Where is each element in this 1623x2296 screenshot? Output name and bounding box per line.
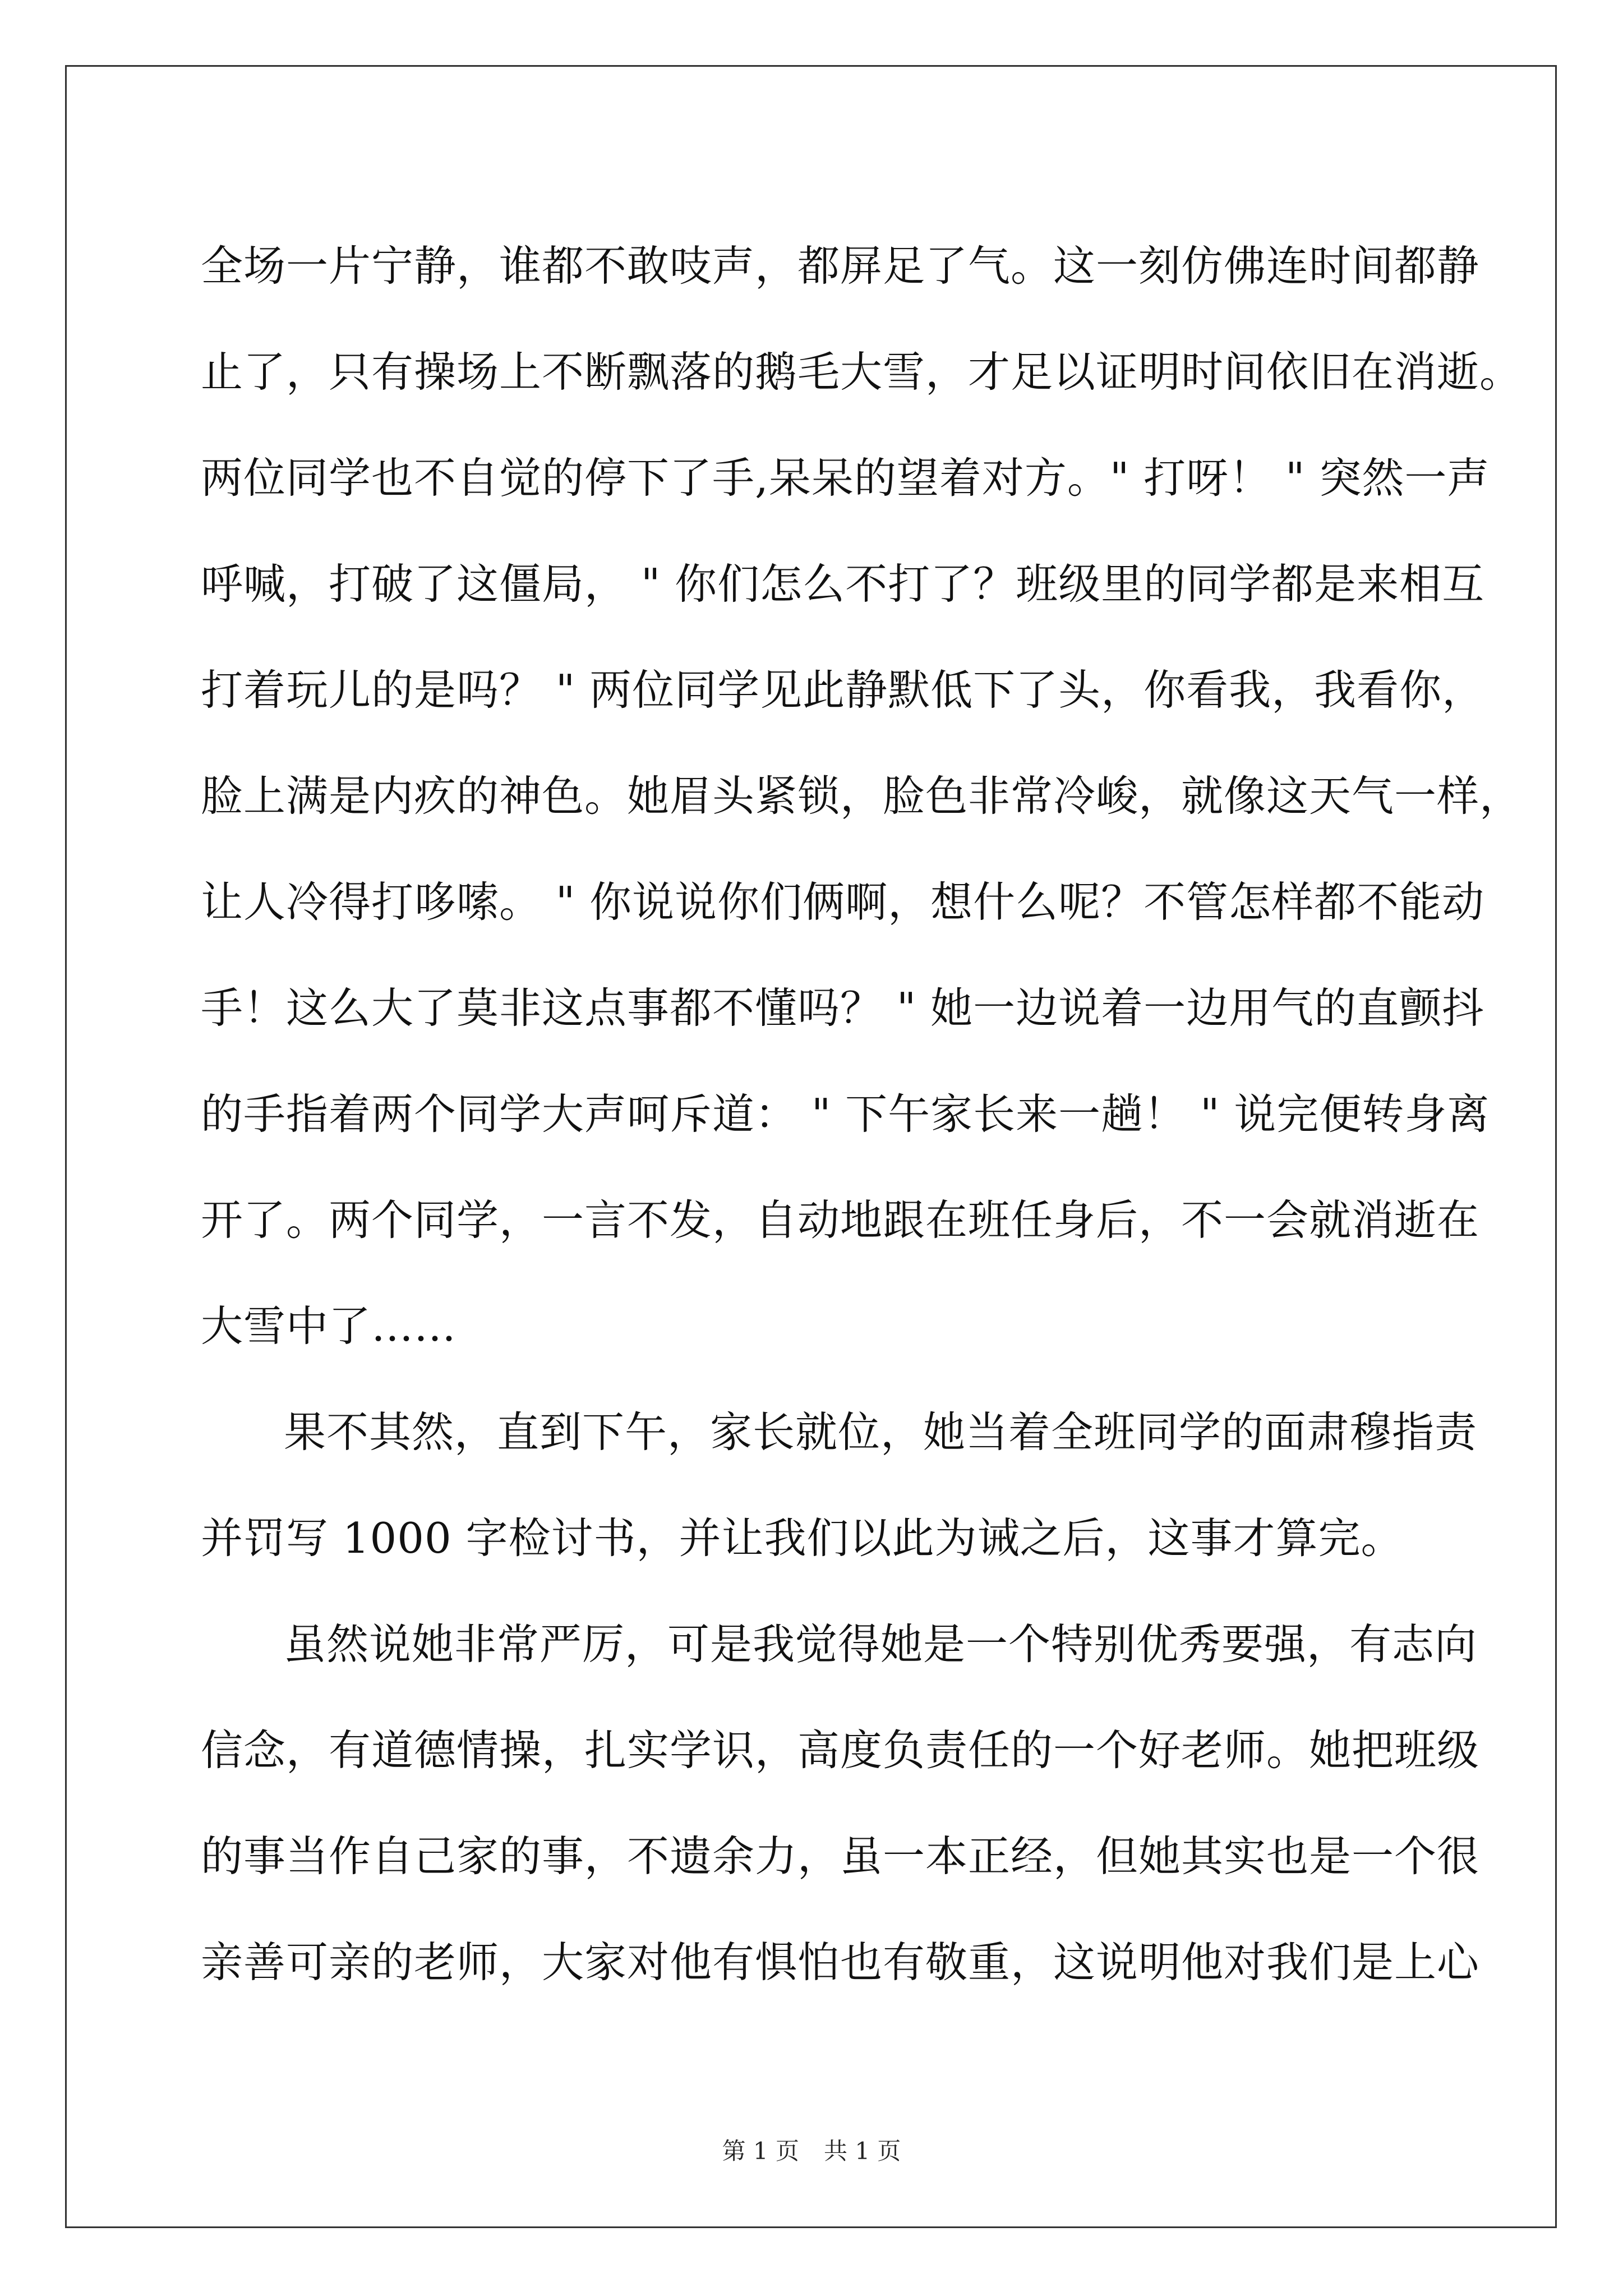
page-number: 第 1 页 bbox=[722, 2137, 799, 2165]
page-total: 共 1 页 bbox=[824, 2137, 901, 2165]
text-line: 大雪中了…… bbox=[201, 1301, 457, 1351]
text-line: 打着玩儿的是吗？ " 两位同学见此静默低下了头，你看我，我看你， bbox=[201, 665, 1485, 715]
text-line: 信念，有道德情操，扎实学识，高度负责任的一个好老师。她把班级 bbox=[201, 1726, 1480, 1775]
text-line: 的手指着两个同学大声呵斥道： " 下午家长来一趟！ " 说完便转身离 bbox=[201, 1089, 1490, 1139]
text-line: 止了，只有操场上不断飘落的鹅毛大雪，才足以证明时间依旧在消逝。 bbox=[201, 347, 1523, 397]
text-line: 亲善可亲的老师，大家对他有惧怕也有敬重，这说明他对我们是上心 bbox=[201, 1938, 1480, 1987]
text-line: 的事当作自己家的事，不遗余力，虽一本正经，但她其实也是一个很 bbox=[201, 1832, 1480, 1881]
text-line: 并罚写 1000 字检讨书，并让我们以此为诫之后，这事才算完。 bbox=[201, 1513, 1404, 1563]
paragraph-start-line: 虽然说她非常严厉，可是我觉得她是一个特别优秀要强，有志向 bbox=[284, 1619, 1478, 1669]
document-body bbox=[201, 213, 1523, 2016]
text-line: 呼喊，打破了这僵局， " 你们怎么不打了？班级里的同学都是来相互 bbox=[201, 559, 1485, 609]
text-line: 开了。两个同学，一言不发，自动地跟在班任身后，不一会就消逝在 bbox=[201, 1195, 1480, 1245]
text-line: 手！这么大了莫非这点事都不懂吗？ " 她一边说着一边用气的直颤抖 bbox=[201, 983, 1485, 1033]
paragraph-start-line: 果不其然，直到下午，家长就位，她当着全班同学的面肃穆指责 bbox=[284, 1407, 1478, 1457]
text-line: 两位同学也不自觉的停下了手,呆呆的望着对方。" 打呀！ " 突然一声 bbox=[201, 453, 1490, 503]
text-line: 让人冷得打哆嗦。 " 你说说你们俩啊，想什么呢？不管怎样都不能动 bbox=[201, 877, 1485, 927]
text-line: 全场一片宁静，谁都不敢吱声，都屏足了气。这一刻仿佛连时间都静 bbox=[201, 241, 1480, 291]
text-line: 脸上满是内疚的神色。她眉头紧锁，脸色非常冷峻，就像这天气一样， bbox=[201, 771, 1523, 821]
page-footer bbox=[0, 2134, 1623, 2168]
